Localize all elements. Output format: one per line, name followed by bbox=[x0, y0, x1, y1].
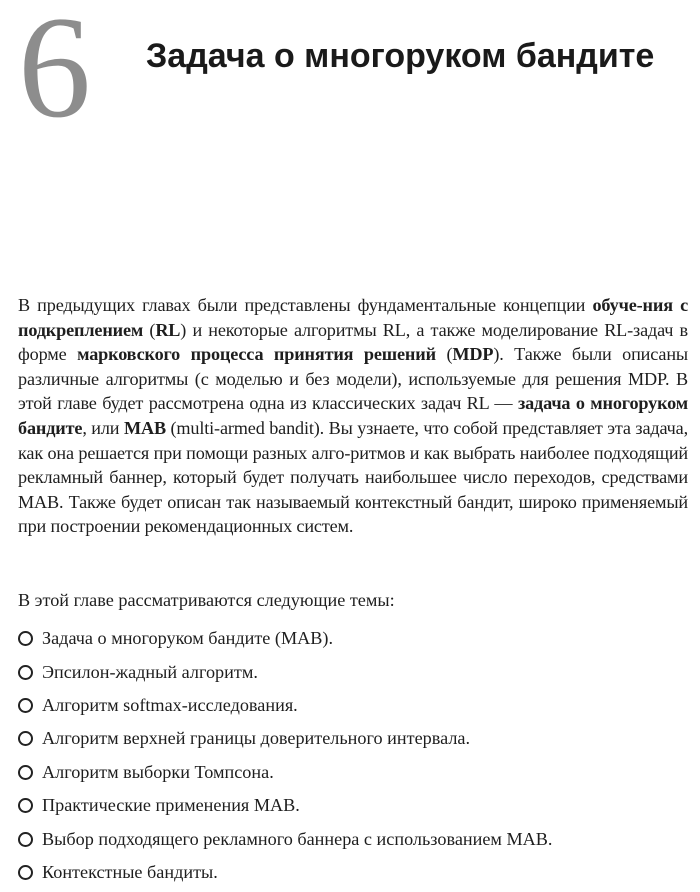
term-multi-armed-bandit: задача о многоруком бандите bbox=[18, 393, 688, 438]
term-mdp: MDP bbox=[452, 344, 494, 365]
chapter-number: 6 bbox=[18, 0, 91, 148]
chapter-title: Задача о многоруком бандите bbox=[146, 37, 655, 75]
list-item bbox=[18, 856, 552, 889]
circle-bullet-icon bbox=[18, 798, 33, 813]
topic-text: Алгоритм выборки Томпсона. bbox=[42, 761, 274, 782]
intro-text: ( bbox=[143, 319, 156, 340]
topic-text: Эпсилон-жадный алгоритм. bbox=[42, 661, 258, 682]
circle-bullet-icon bbox=[18, 631, 33, 646]
topics-list bbox=[18, 622, 552, 889]
list-item bbox=[18, 722, 552, 755]
intro-text: ( bbox=[435, 344, 453, 365]
topic-text: Практические применения MAB. bbox=[42, 795, 300, 816]
topic-text: Выбор подходящего рекламного баннера с использованием MAB. bbox=[42, 828, 553, 849]
intro-text: (multi-armed bandit). Вы узнаете, что собой представляет эта задача, как она решается при помощи разных алго-ритмов и как выбрать наиболее подходящий рекламный баннер, который будет получать наибольшее число переходов, средствами MAB. Также будет описан так называемый контекстный бандит, широко применяемый при построении рекомендационных систем. bbox=[18, 417, 688, 537]
circle-bullet-icon bbox=[18, 665, 33, 680]
term-reinforcement-learning: обуче-ния с подкреплением bbox=[18, 295, 689, 340]
topic-text: Алгоритм softmax-исследования. bbox=[42, 694, 298, 715]
topic-text: Задача о многоруком бандите (MAB). bbox=[42, 628, 333, 649]
list-item bbox=[18, 689, 552, 722]
circle-bullet-icon bbox=[18, 832, 33, 847]
list-item bbox=[18, 789, 552, 822]
term-rl: RL bbox=[155, 319, 181, 340]
list-item bbox=[18, 655, 552, 688]
list-item bbox=[18, 822, 552, 855]
topic-text: Контекстные бандиты. bbox=[42, 861, 218, 882]
intro-text: В предыдущих главах были представлены фундаментальные концепции bbox=[18, 295, 593, 315]
topics-lead: В этой главе рассматриваются следующие темы: bbox=[18, 590, 395, 610]
circle-bullet-icon bbox=[18, 731, 33, 746]
intro-text: ). Также были описаны различные алгоритмы (с моделью и без модели), используемые для решения MDP. В этой главе будет рассмотрена одна из классических задач RL — bbox=[18, 344, 688, 414]
circle-bullet-icon bbox=[18, 865, 33, 880]
term-mab: MAB bbox=[123, 417, 166, 438]
intro-paragraph bbox=[18, 293, 688, 539]
circle-bullet-icon bbox=[18, 698, 33, 713]
topic-text: Алгоритм верхней границы доверительного интервала. bbox=[42, 728, 471, 749]
intro-text: , или bbox=[82, 417, 124, 438]
intro-text: ) и некоторые алгоритмы RL, а также моделирование RL-задач в форме bbox=[18, 319, 688, 365]
list-item bbox=[18, 622, 552, 655]
circle-bullet-icon bbox=[18, 765, 33, 780]
list-item bbox=[18, 756, 552, 789]
term-markov-decision-process: марковского процесса принятия решений bbox=[77, 344, 436, 365]
